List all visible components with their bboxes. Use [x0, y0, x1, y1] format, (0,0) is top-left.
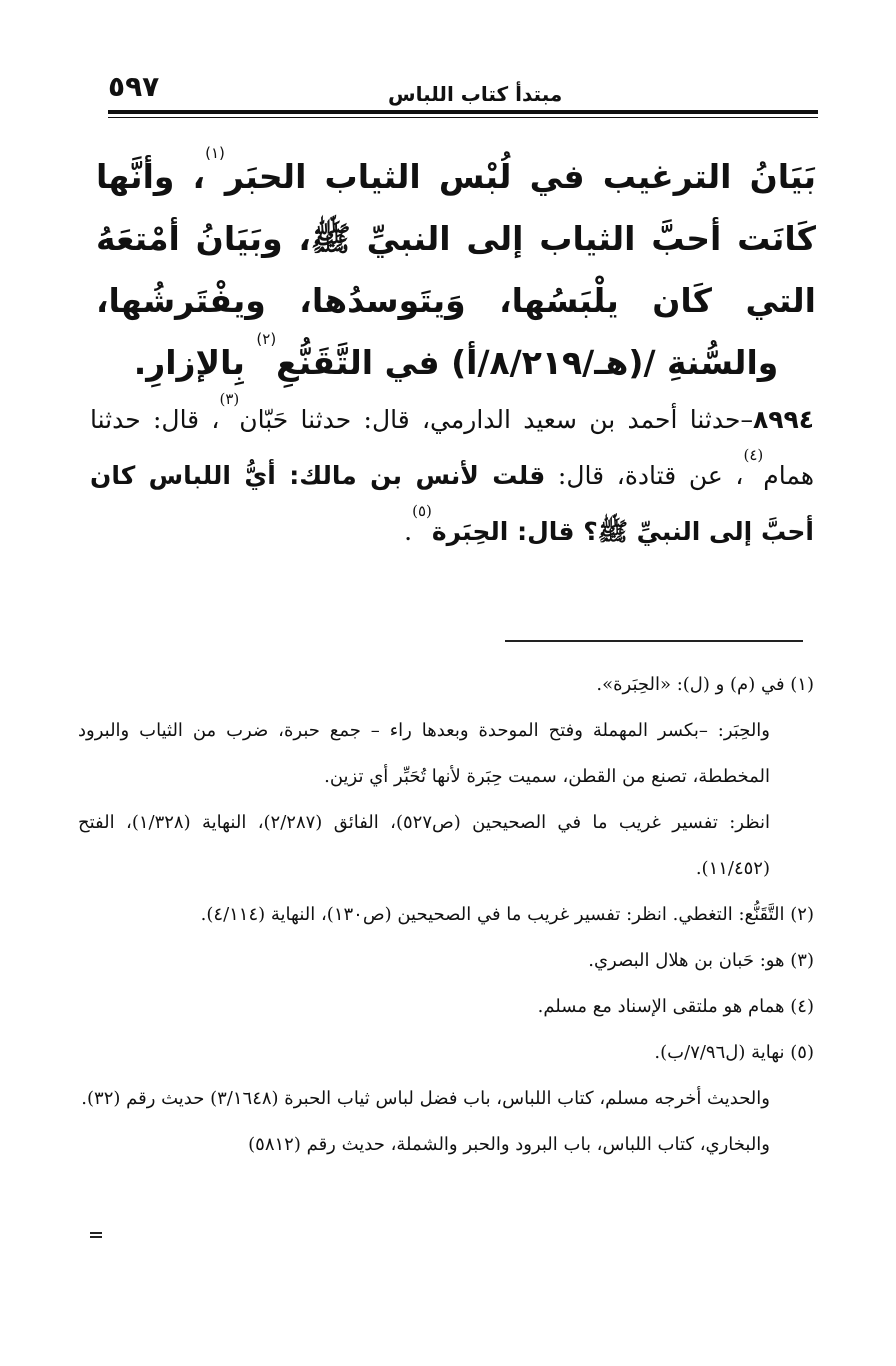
hadith-text-end: .: [404, 517, 413, 546]
footnote-ref-2[interactable]: (٢): [256, 330, 277, 348]
footnote-ref-3[interactable]: (٣): [219, 390, 240, 408]
header-rule-thin: [108, 117, 818, 118]
footnote-2: (٢) التَّقَنُّع: التغطي. انظر: تفسير غريب ما في الصحيحين (ص١٣٠)، النهاية (٤/١١٤).: [200, 904, 814, 925]
footnote-ref-1[interactable]: (١): [205, 144, 225, 162]
footnote-5-muslim: والحديث أخرجه مسلم، كتاب اللباس، باب فضل لباس ثياب الحبرة (٣/١٦٤٨) حديث رقم (٣٢).: [81, 1088, 770, 1109]
hadith-text-part3: ، عن قتادة، قال:: [545, 461, 744, 490]
hadith-text-part1: –حدثنا أحمد بن سعيد الدارمي، قال: حدثنا حَبّان: [239, 405, 753, 434]
continued-mark: [90, 1232, 102, 1238]
footnote-3: (٣) هو: حَبان بن هلال البصري.: [588, 950, 814, 971]
hadith-text-bold: قلت لأنس بن مالك: أيُّ اللباس كان أحبَّ إلى النبيِّ ﷺ؟ قال: الحِبَرة: [90, 461, 814, 546]
chapter-title-part2: ، وأنَّها كَانَت أحبَّ الثياب إلى النبيِّ ﷺ، وبَيَانُ أمْتعَهُ التي كَان يلْبَسُها، وَيتَوسدُها، ويفْتَرشُها، والسُّنةِ /(هـ/٨/٢١٩/أ) في التَّقَنُّعِ: [96, 157, 816, 382]
chapter-title-part3: بِالإزارِ.: [133, 343, 257, 382]
footnotes: [78, 662, 814, 1168]
hadith-text: [90, 392, 814, 560]
footnote-1: (١) في (م) و (ل): «الحِبَرة».: [596, 674, 814, 695]
footnote-1-references: انظر: تفسير غريب ما في الصحيحين (ص٥٢٧)، الفائق (٢/٢٨٧)، النهاية (١/٣٢٨)، الفتح (١١/٤٥٢).: [78, 812, 770, 879]
footnote-5: (٥) نهاية (ل٧/٩٦/ب).: [654, 1042, 814, 1063]
hadith-text-part2: ، قال: حدثنا همام: [90, 405, 815, 490]
running-title: مبتدأ كتاب اللباس: [388, 82, 563, 106]
chapter-title: [96, 146, 816, 394]
footnote-separator: [505, 640, 803, 642]
chapter-title-part1: بَيَانُ الترغيب في لُبْس الثياب الحبَر: [224, 157, 816, 196]
footnote-5-bukhari: والبخاري، كتاب اللباس، باب البرود والحبر والشملة، حديث رقم (٥٨١٢): [248, 1134, 770, 1155]
footnote-4: (٤) همام هو ملتقى الإسناد مع مسلم.: [537, 996, 814, 1017]
footnote-1-definition: والحِبَر: –بكسر المهملة وفتح الموحدة وبعدها راء – جمع حبرة، ضرب من الثياب والبرود المخططة، تصنع من القطن، سميت حِبَرة لأنها تُحَبِّر أي تزين.: [78, 720, 770, 787]
page-number: ٥٩٧: [108, 70, 160, 103]
hadith-number: ٨٩٩٤: [752, 405, 814, 434]
footnote-ref-4[interactable]: (٤): [743, 446, 764, 464]
page-header: [108, 70, 818, 110]
header-rule-thick: [108, 110, 818, 114]
footnote-ref-5[interactable]: (٥): [412, 502, 432, 520]
